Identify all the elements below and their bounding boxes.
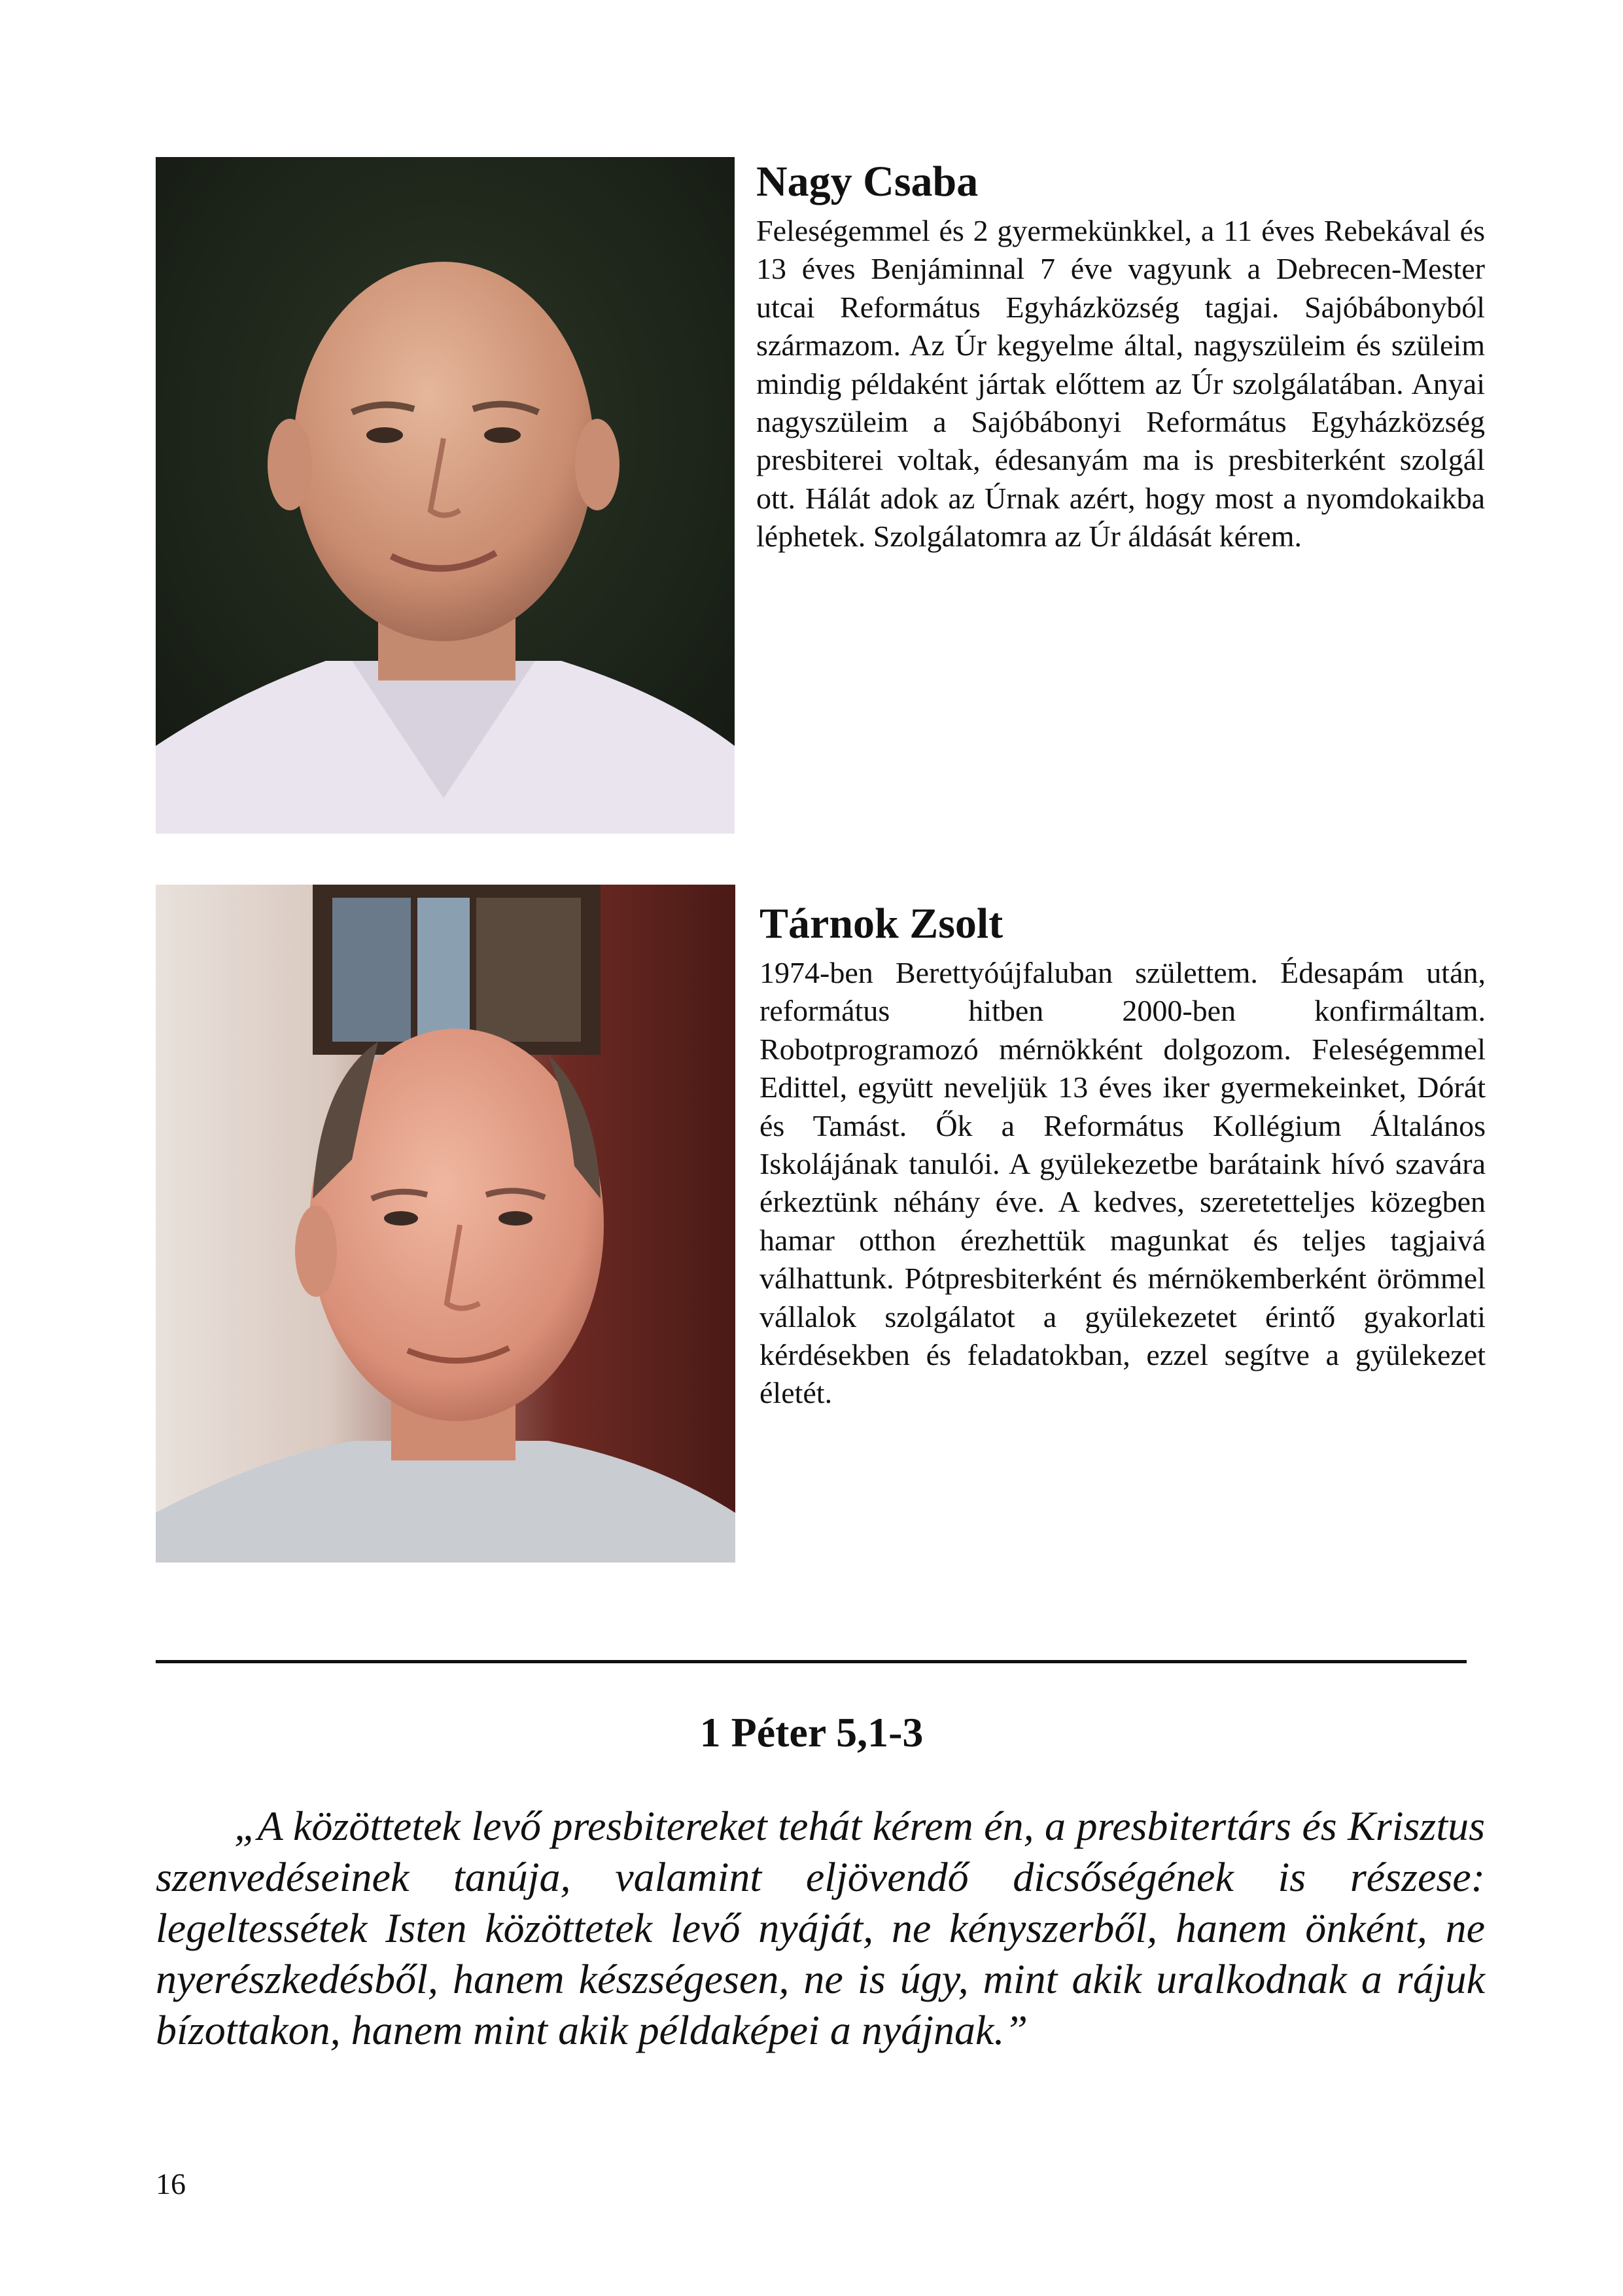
verse-text: „A közöttetek levő presbitereket tehát kérem én, a presbitertárs és Krisztus szenvedéseinek tanúja, valamint eljövendő dicsőségének is részese: legeltessétek Isten közöttetek levő nyáját, ne kényszerből, hanem önként, ne nyerészkedésből, hanem készségesen, ne is úgy, mint akik uralkodnak a rájuk bízottakon, hanem mint akik példaképei a nyájnak.” xyxy=(156,1803,1485,2053)
profile-tarnok-zsolt xyxy=(759,898,1486,1413)
profile-bio: 1974-ben Berettyóújfaluban születtem. Édesapám után, református hitben 2000-ben konfirmáltam. Robotprogramozó mérnökként dolgozom. Feleségemmel Edittel, együtt neveljük 13 éves iker gyermekeinket, Dórát és Tamást. Ők a Református Kollégium Általános Iskolájának tanulói. A gyülekezetbe barátaink hívó szavára érkeztünk néhány éve. A kedves, szeretetteljes közegben hamar otthon érezhettük magunkat és teljes tagjaivá válhattunk. Pótpresbiterként és mérnökemberként örömmel vállalok szolgálatot a gyülekezetet érintő gyakorlati kérdésekben és feladatokban, ezzel segítve a gyülekezet életét. xyxy=(759,956,1486,1410)
profile-bio: Feleségemmel és 2 gyermekünkkel, a 11 éves Rebekával és 13 éves Benjáminnal 7 éve vagyunk a Debrecen-Mester utcai Református Egyházközség tagjai. Sajóbábonyból származom. Az Úr kegyelme által, nagyszüleim és szüleim mindig példaként jártak előttem az Úr szolgálatában. Anyai nagyszüleim a Sajóbábonyi Református Egyházközség presbiterei voltak, édesanyám ma is presbiterként szolgál ott. Hálát adok az Úrnak azért, hogy most a nyomdokaikba léphetek. Szolgálatomra az Úr áldását kérem. xyxy=(756,214,1485,554)
verse-reference: 1 Péter 5,1-3 xyxy=(699,1709,924,1756)
profile-name: Tárnok Zsolt xyxy=(759,900,1003,947)
portrait-photo-nagy-csaba xyxy=(156,157,735,834)
profile-nagy-csaba xyxy=(756,156,1485,556)
page-number: 16 xyxy=(156,2167,186,2200)
portrait-photo-tarnok-zsolt xyxy=(156,885,735,1563)
section-divider xyxy=(156,1660,1467,1663)
profile-name: Nagy Csaba xyxy=(756,158,979,205)
